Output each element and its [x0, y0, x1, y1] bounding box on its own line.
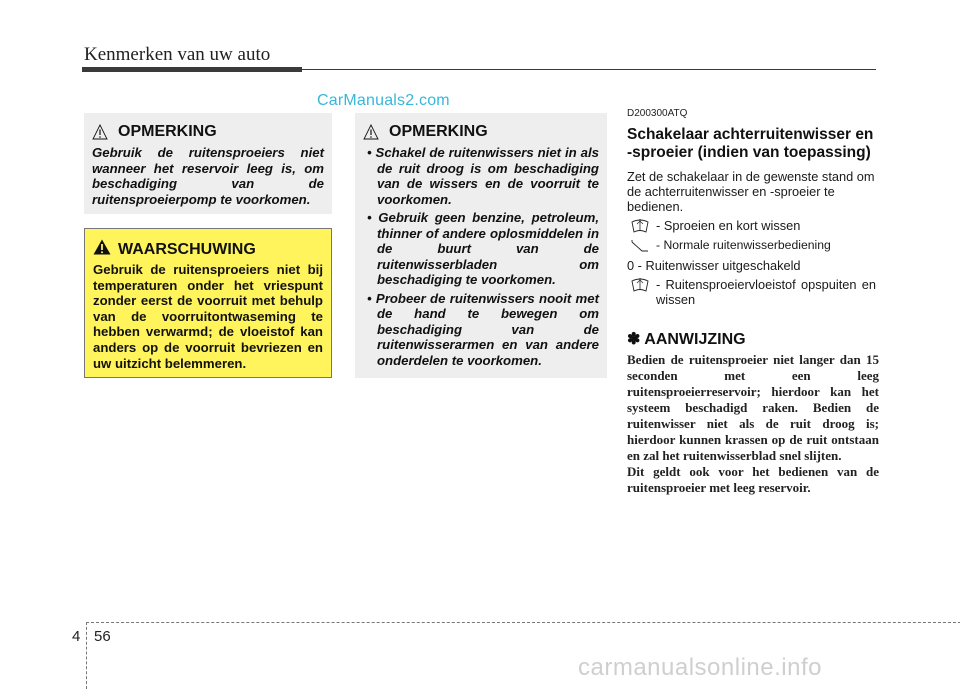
- note-list: [363, 145, 599, 368]
- caution-triangle-icon: [92, 124, 108, 140]
- note-title-text: OPMERKING: [118, 123, 217, 140]
- item-text: - Normale ruitenwisserbediening: [656, 238, 831, 252]
- list-item: 0 - Ruitenwisser uitgeschakeld: [627, 258, 801, 273]
- warning-body: Gebruik de ruitensproeiers niet bij temperaturen onder het vriespunt zonder eerst de voorruit met behulp van de voorruitontwaseming te hebben verwarmd; de vloeistof kan anders op de voorruit bevriezen en uw uitzicht belemmeren.: [93, 262, 323, 371]
- section-code: D200300ATQ: [627, 108, 688, 119]
- item-text: - Sproeien en kort wissen: [656, 218, 801, 233]
- page-header-title: Kenmerken van uw auto: [84, 44, 271, 65]
- warning-title: [93, 239, 323, 260]
- list-item: • Schakel de ruitenwissers niet in als de ruit droog is om beschadiging van de wissers en de voorruit te voorkomen.: [367, 145, 599, 207]
- note-box-pump: [84, 113, 332, 214]
- aanwijzing-paragraph: Bedien de ruitensproeier niet langer dan 15 seconden met een leeg ruitensproeierreservoir; hierdoor kan het systeem beschadigd raken. Bedien de ruitenwisser niet als de ruit droog is; hierdoor kunnen krassen op de ruit ontstaan en zal het ruitenwisserblad snel slijten.: [627, 352, 879, 463]
- item-text: - Ruitensproeiervloeistof opspuiten en wissen: [656, 277, 876, 307]
- watermark-bottom: carmanualsonline.info: [578, 654, 822, 681]
- note-title: [92, 123, 324, 141]
- note-title: [363, 123, 599, 141]
- list-item: • Probeer de ruitenwissers nooit met de hand te bewegen om beschadiging van de ruitenwisserarmen en van andere onderdelen te voorkomen.: [367, 290, 599, 368]
- note-body: Gebruik de ruitensproeiers niet wanneer het reservoir leeg is, om beschadiging van de ruitensproeierpomp te voorkomen.: [92, 145, 324, 207]
- aanwijzing-body: [627, 352, 879, 496]
- watermark-top: CarManuals2.com: [317, 92, 450, 109]
- list-item: • Gebruik geen benzine, petroleum, thinner of andere oplosmiddelen in de buurt van de ruitenwisserbladen om beschadiging te voorkomen.: [367, 210, 599, 287]
- list-item: [627, 277, 879, 307]
- warning-triangle-icon: [93, 239, 111, 260]
- warning-box: [84, 228, 332, 378]
- right-column: [627, 108, 879, 496]
- aanwijzing-title: ✽ AANWIJZING: [627, 331, 746, 348]
- list-item: [627, 218, 879, 234]
- note-box-wipers: [355, 113, 607, 378]
- aanwijzing-paragraph: Dit geldt ook voor het bedienen van de ruitensproeier met leeg reservoir.: [627, 464, 879, 495]
- list-item: [627, 238, 879, 254]
- footer-vertical-divider: [86, 622, 87, 689]
- section-intro: Zet de schakelaar in de gewenste stand om de achterruitenwisser en -sproeier te bedienen.: [627, 169, 875, 214]
- chapter-number: 4: [72, 628, 81, 645]
- note-title-text: OPMERKING: [389, 123, 488, 140]
- rear-washer-icon: [629, 218, 651, 234]
- rear-wiper-icon: [629, 238, 651, 254]
- warning-title-text: WAARSCHUWING: [118, 240, 256, 258]
- caution-triangle-icon: [363, 124, 379, 140]
- header-rule: [302, 69, 876, 70]
- section-heading: Schakelaar achterruitenwisser en -sproeier (indien van toepassing): [627, 126, 874, 161]
- header-bar: [82, 67, 302, 72]
- footer-divider: [86, 622, 960, 623]
- rear-washer-icon: [629, 277, 651, 293]
- page-number: 56: [94, 628, 111, 645]
